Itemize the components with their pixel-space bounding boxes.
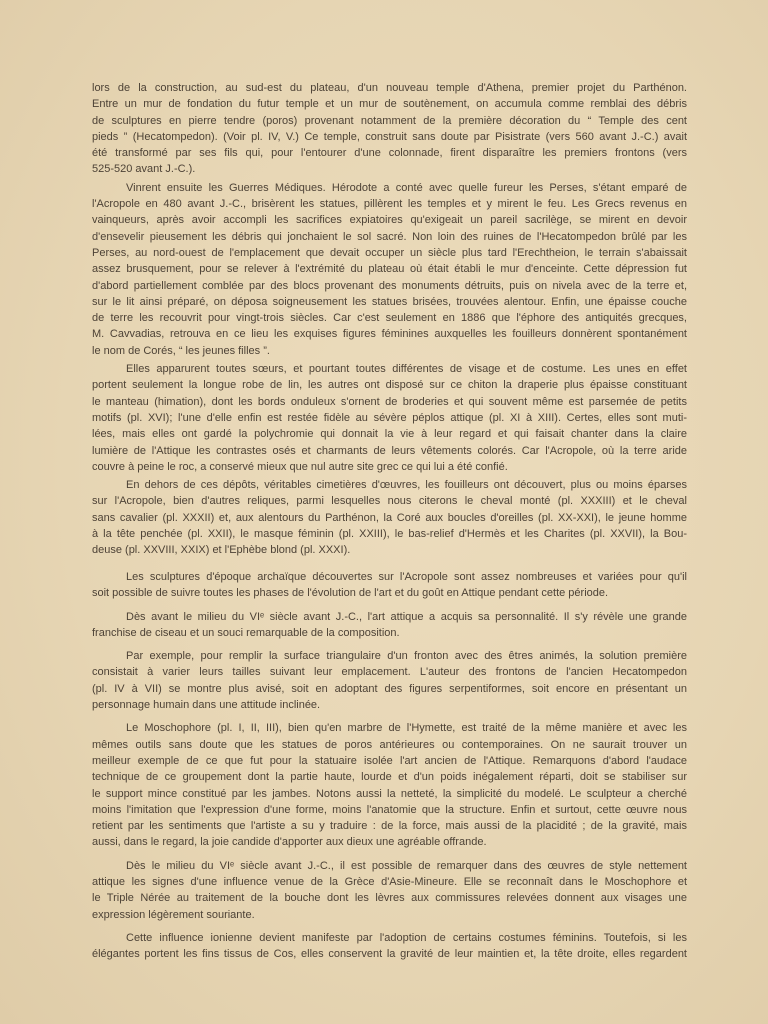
text-line: sans cavalier (pl. XXXII) et, aux alentours du Parthénon, la Coré aux boucles d'oreilles (pl. XX-XXI), le jeune homme — [92, 511, 687, 524]
text-line: soit possible de suivre toutes les phases de l'évolution de l'art et du goût en Attique pendant cette période. — [92, 587, 609, 600]
text-line: expression légèrement souriante. — [92, 908, 255, 921]
text-line: technique de ce groupement dont la partie haute, lourde et d'un poids inégalement réparti, doit se stabiliser sur — [92, 771, 687, 784]
text-line: retient par les sentiments que l'artiste a su y traduire : de la force, mais aussi de la placidité ; de la gravité, mais — [92, 820, 687, 833]
text-line: lors de la construction, au sud-est du plateau, d'un nouveau temple d'Athena, premier projet du Parthénon. — [92, 82, 687, 94]
text-line: de sculptures en pierre tendre (poros) provenant notamment de la première décoration du “ Temple des cent — [92, 114, 687, 127]
text-line: le nom de Corés, “ les jeunes filles ”. — [92, 344, 270, 357]
text-line: aussi, dans le regard, la joie candide d'apporter aux dieux une agréable offrande. — [92, 836, 487, 849]
text-line: franchise de ciseau et un souci remarquable de la composition. — [92, 626, 400, 639]
text-line: lumière de l'Attique les contrastes osés et charmants de leurs vêtements colorés. Car l'Acropole, où la terre aride — [92, 444, 687, 457]
text-line: l'Acropole en 480 avant J.-C., brisèrent les statues, pillèrent les temples et y mirent le feu. Les Grecs revenus en — [92, 198, 687, 211]
paragraph — [92, 477, 687, 558]
text-line: Dès le milieu du VIᵉ siècle avant J.-C., il est possible de remarquer dans des œuvres de style nettement — [126, 859, 687, 872]
text-line: vainqueurs, après avoir accompli les sacrifices expiatoires qu'exigeait un pareil sacrilège, se mirent en devoir — [92, 214, 687, 227]
paragraph — [92, 858, 687, 923]
text-line: Perses, au nord-ouest de l'emplacement que devait occuper un siècle plus tard l'Erechtheion, le terrain s'abaissait — [92, 246, 687, 259]
text-line: de terre les recouvrit pour vingt-trois siècles. Car c'est seulement en 1886 que l'éphore des antiquités grecques, — [92, 312, 687, 325]
text-section-archaic-sculpture — [92, 569, 687, 963]
text-line: le Triple Nérée au traitement de la bouche dont les lèvres aux commissures relevées donnent aux visages une — [92, 892, 687, 905]
paragraph — [92, 609, 687, 642]
text-line: à la tête penchée (pl. XXII), le masque féminin (pl. XXIII), le bas-relief d'Hermès et les Charites (pl. XXVII), la Bou- — [92, 528, 687, 541]
paragraph — [92, 361, 687, 475]
text-line: assez brusquement, pour se relever à l'extrémité du plateau où était établi le mur d'enceinte. Cette dépression fut — [92, 263, 687, 276]
text-line: Par exemple, pour remplir la surface triangulaire d'un fronton avec des êtres animés, la solution première — [126, 650, 687, 663]
paragraph — [92, 648, 687, 713]
text-line: meilleur exemple de ce que fut pour la statuaire isolée l'art ancien de l'Attique. Remarquons d'abord l'audace — [92, 754, 687, 767]
text-line: (pl. IV à VII) se montre plus avisé, soit en adoptant des figures serpentiformes, soit encore en présentant un — [92, 682, 687, 695]
paragraph — [92, 569, 687, 602]
text-line: le support mince constitué par les jambes. Notons aussi la netteté, la simplicité du modelé. Le sculpteur a cherché — [92, 787, 687, 800]
text-line: 525-520 avant J.-C.). — [92, 163, 196, 176]
text-line: Dès avant le milieu du VIᵉ siècle avant J.-C., l'art attique a acquis sa personnalité. Il s'y révèle une grande — [126, 610, 687, 623]
text-line: pieds ” (Hecatompedon). (Voir pl. IV, V.) Ce temple, construit sans doute par Pisistrate (vers 560 avant J.-C.) avait — [92, 130, 687, 143]
paragraph — [92, 720, 687, 850]
text-line: sur l'Acropole, bien d'autres reliques, parmi lesquelles nous citerons le cheval monté (pl. XXXIII) et le cheval — [92, 495, 687, 508]
text-line: d'ensevelir pieusement les débris qui jonchaient le sol sacré. Non loin des ruines de l'Hecatompedon brûlé par les — [92, 230, 687, 243]
text-line: Elles apparurent toutes sœurs, et pourtant toutes différentes de visage et de costume. Les unes en effet — [126, 363, 687, 376]
text-line: portent seulement la longue robe de lin, les autres ont disposé sur ce chiton la draperie plus épaisse constituant — [92, 379, 687, 392]
text-line: Vinrent ensuite les Guerres Médiques. Hérodote a conté avec quelle fureur les Perses, s'étant emparé de — [126, 181, 687, 194]
text-line: moins l'imitation que l'expression d'une forme, moins l'anatomie que la structure. Enfin et surtout, cette œuvre nous — [92, 803, 687, 816]
text-line: couvre à peine le roc, a conservé mieux que nul autre site grec ce qui lui a été confié. — [92, 460, 508, 473]
text-section-excavation-history — [92, 80, 687, 559]
text-line: personnage humain dans une attitude inclinée. — [92, 699, 321, 712]
text-line: lées, mais elles ont gardé la polychromie qui donnait la vie à leur regard et qui faisait chanter dans la claire — [92, 428, 687, 441]
text-line: attique les signes d'une influence venue de la Grèce d'Asie-Mineure. Elle se reconnaît dans le Moschophore et — [92, 876, 687, 889]
text-line: été transformé par ses fils qui, pour l'entourer d'une colonnade, firent disparaître les premiers frontons (vers — [92, 147, 687, 160]
text-line: consistait à varier leurs tailles suivant leur emplacement. L'auteur des frontons de l'ancien Hecatompedon — [92, 666, 687, 679]
text-line: élégantes portent les fins tissus de Cos, elles conservent la gravité de leur maintien et, la tête droite, elles regardent — [92, 948, 687, 961]
paragraph — [92, 930, 687, 963]
text-line: sur le lit ainsi préparé, on déposa soigneusement les statues brisées, trouvées alentour. Enfin, une épaisse couche — [92, 295, 687, 308]
text-line: Les sculptures d'époque archaïque découvertes sur l'Acropole sont assez nombreuses et variées pour qu'il — [126, 571, 687, 583]
text-line: le manteau (himation), dont les bords onduleux s'ornent de broderies et qui souvent même est parsemée de petits — [92, 395, 687, 408]
text-line: M. Cavvadias, retrouva en ce lieu les exquises figures féminines auxquelles les fouilleurs donnèrent spontanément — [92, 328, 687, 341]
text-line: mêmes outils sans doute que les statues de poros antérieures ou contemporaines. On ne saurait trouver un — [92, 738, 687, 751]
text-line: deuse (pl. XXVIII, XXIX) et l'Ephèbe blond (pl. XXXI). — [92, 544, 351, 557]
text-line: En dehors de ces dépôts, véritables cimetières d'œuvres, les fouilleurs ont découvert, plus ou moins éparses — [126, 479, 687, 492]
text-line: motifs (pl. XVI); l'une d'elle enfin est restée fidèle au sévère péplos attique (pl. XI à XIII). Certes, elles sont muti- — [92, 411, 687, 424]
text-line: d'abord partiellement comblée par des blocs provenant des monuments détruits, puis on nivela avec de la terre et, — [92, 279, 687, 292]
text-line: Le Moschophore (pl. I, II, III), bien qu'en marbre de l'Hymette, est traité de la même manière et avec les — [126, 722, 687, 735]
text-line: Cette influence ionienne devient manifeste par l'adoption de certains costumes féminins. Toutefois, si les — [126, 931, 687, 944]
paragraph — [92, 80, 687, 178]
text-line: Entre un mur de fondation du futur temple et un mur de soutènement, on accumula comme remblai des débris — [92, 98, 687, 111]
paragraph — [92, 180, 687, 359]
